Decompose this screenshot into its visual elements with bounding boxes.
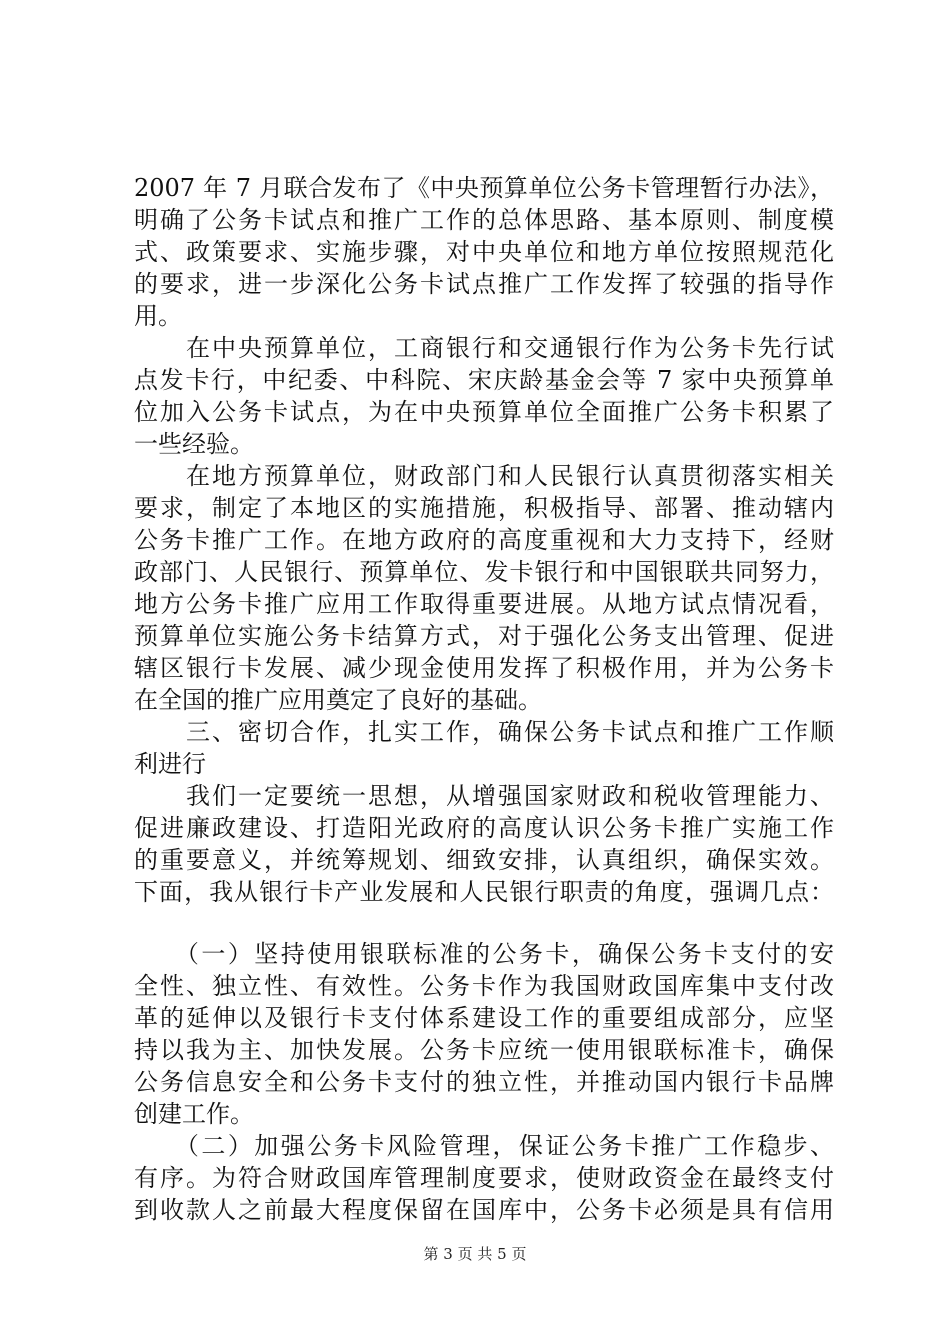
text-line: 政部门、人民银行、预算单位、发卡银行和中国银联共同努力， — [134, 558, 834, 586]
section-heading-line: 利进行 — [134, 750, 206, 778]
text-line: 预算单位实施公务卡结算方式，对于强化公务支出管理、促进 — [134, 622, 834, 650]
text-line: 全性、独立性、有效性。公务卡作为我国财政国库集中支付改 — [134, 972, 834, 1000]
text-line: 式、政策要求、实施步骤，对中央单位和地方单位按照规范化 — [134, 238, 834, 266]
text-line: 革的延伸以及银行卡支付体系建设工作的重要组成部分，应坚 — [134, 1004, 834, 1032]
text-line: 一些经验。 — [134, 430, 254, 458]
text-line: 的重要意义，并统筹规划、细致安排，认真组织，确保实效。 — [134, 846, 834, 874]
section-heading-line: 三、密切合作，扎实工作，确保公务卡试点和推广工作顺 — [134, 718, 834, 746]
text-line: 用。 — [134, 302, 182, 330]
text-line: 在地方预算单位，财政部门和人民银行认真贯彻落实相关 — [134, 462, 834, 490]
text-line: 公务卡推广工作。在地方政府的高度重视和大力支持下，经财 — [134, 526, 834, 554]
document-body — [134, 172, 834, 1226]
text-line: 持以我为主、加快发展。公务卡应统一使用银联标准卡，确保 — [134, 1036, 834, 1064]
text-line: 辖区银行卡发展、减少现金使用发挥了积极作用，并为公务卡 — [134, 654, 834, 682]
text-line: 明确了公务卡试点和推广工作的总体思路、基本原则、制度模 — [134, 206, 834, 234]
text-line: 下面，我从银行卡产业发展和人民银行职责的角度，强调几点： — [134, 878, 834, 906]
text-line: 促进廉政建设、打造阳光政府的高度认识公务卡推广实施工作 — [134, 814, 834, 842]
page-number-footer: 第 3 页 共 5 页 — [423, 1245, 527, 1263]
text-line: （二）加强公务卡风险管理，保证公务卡推广工作稳步、 — [134, 1132, 834, 1160]
text-line: 点发卡行，中纪委、中科院、宋庆龄基金会等 7 家中央预算单 — [134, 366, 834, 394]
text-line: 创建工作。 — [134, 1100, 254, 1128]
text-line: 到收款人之前最大程度保留在国库中，公务卡必须是具有信用 — [134, 1196, 834, 1224]
blank-line — [134, 908, 834, 938]
text-line: 公务信息安全和公务卡支付的独立性，并推动国内银行卡品牌 — [134, 1068, 834, 1096]
text-line: 在全国的推广应用奠定了良好的基础。 — [134, 686, 542, 714]
text-line: 要求，制定了本地区的实施措施，积极指导、部署、推动辖内 — [134, 494, 834, 522]
text-line: 地方公务卡推广应用工作取得重要进展。从地方试点情况看， — [134, 590, 834, 618]
text-line: 在中央预算单位，工商银行和交通银行作为公务卡先行试 — [134, 334, 834, 362]
text-line: 的要求，进一步深化公务卡试点推广工作发挥了较强的指导作 — [134, 270, 834, 298]
text-line: （一）坚持使用银联标准的公务卡，确保公务卡支付的安 — [134, 940, 834, 968]
text-line: 我们一定要统一思想，从增强国家财政和税收管理能力、 — [134, 782, 834, 810]
text-line: 2007 年 7 月联合发布了《中央预算单位公务卡管理暂行办法》， — [134, 174, 834, 202]
text-line: 位加入公务卡试点，为在中央预算单位全面推广公务卡积累了 — [134, 398, 834, 426]
text-line: 有序。为符合财政国库管理制度要求，使财政资金在最终支付 — [134, 1164, 834, 1192]
